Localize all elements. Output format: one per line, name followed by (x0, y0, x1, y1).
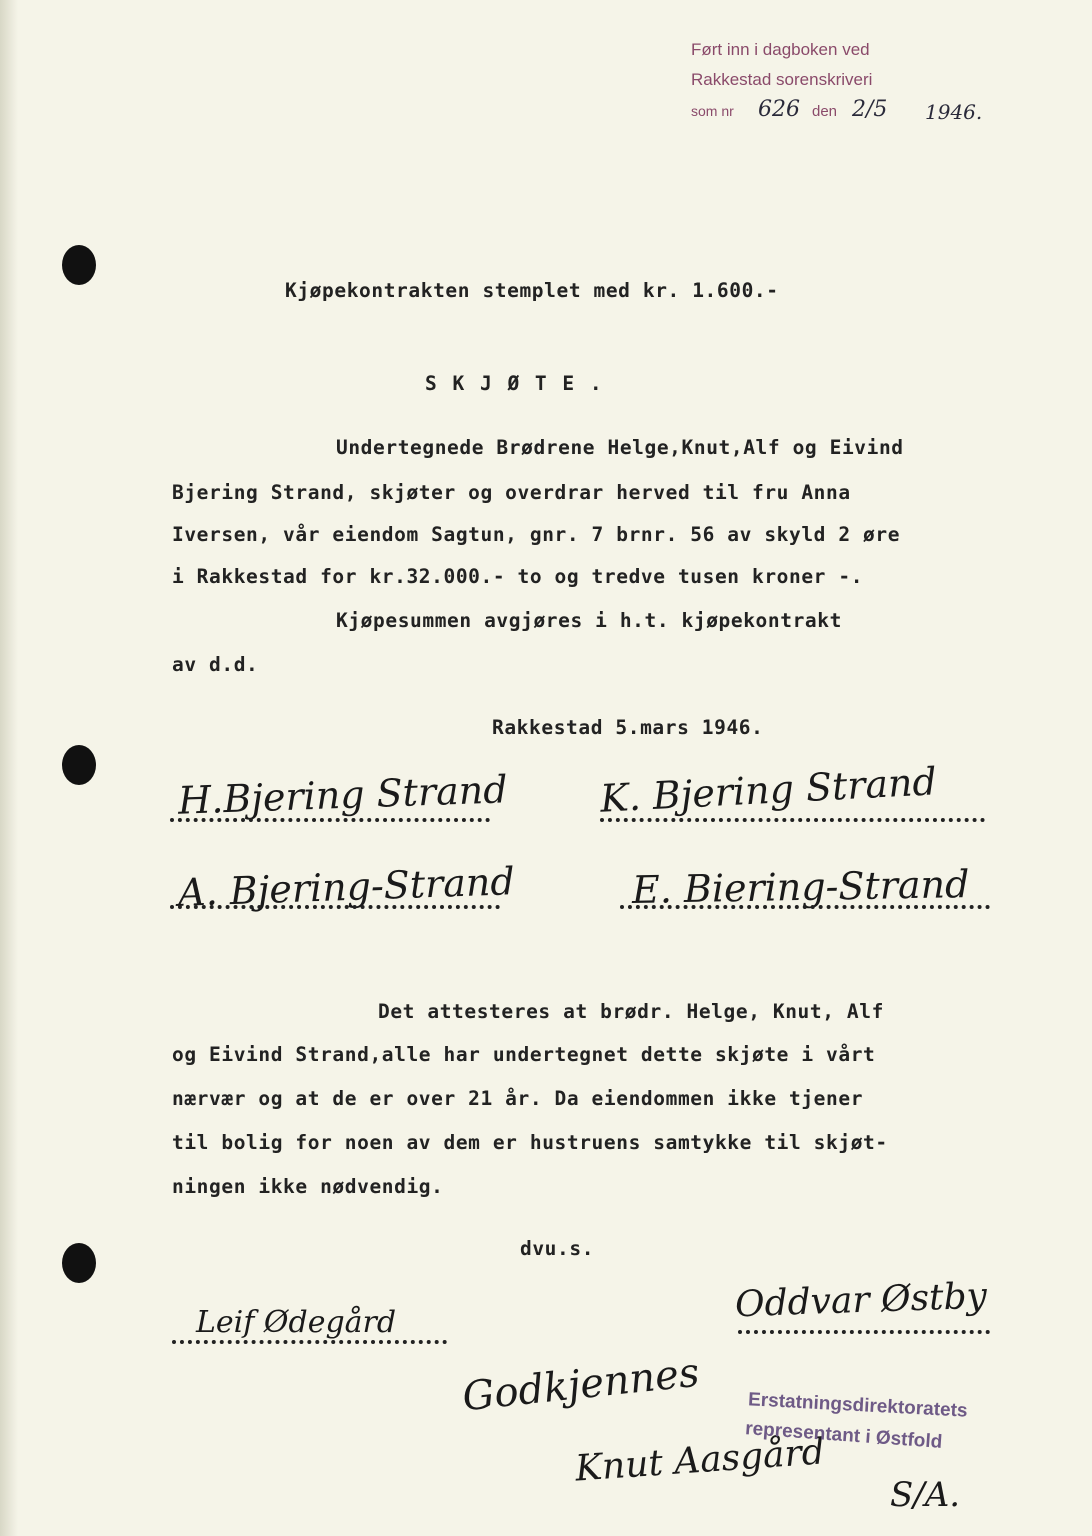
register-year: 1946. (925, 100, 983, 124)
attestation-line-1: Det attesteres at brødr. Helge, Knut, Alf (378, 1000, 884, 1023)
signature-line-2 (600, 818, 985, 822)
register-date-prefix: den (812, 103, 838, 120)
witness-line-2 (738, 1330, 990, 1334)
approval-handwriting-2: Knut Aasgård (573, 1431, 827, 1490)
register-number: 626 (758, 97, 800, 122)
attestation-line-2: og Eivind Strand,alle har undertegnet dette skjøte i vårt (172, 1043, 876, 1066)
body-line-4: i Rakkestad for kr.32.000.- to og tredve tusen kroner -. (172, 565, 864, 588)
signature-eivind: E. Biering-Strand (631, 862, 970, 912)
body-line-1: Undertegnede Brødrene Helge,Knut,Alf og Eivind (336, 436, 904, 459)
witness-line-1 (172, 1340, 447, 1344)
attestation-line-4: til bolig for noen av dem er hustruens samtykke til skjøt- (172, 1131, 888, 1154)
binder-hole-bottom (62, 1243, 96, 1283)
register-stamp-line2: Rakkestad sorenskriveri (691, 70, 873, 89)
body-line-2: Bjering Strand, skjøter og overdrar herved til fru Anna (172, 481, 851, 504)
signature-helge: H.Bjering Strand (177, 767, 509, 823)
binder-hole-middle (62, 745, 96, 785)
attestation-line-3: nærvær og at de er over 21 år. Da eiendommen ikke tjener (172, 1087, 864, 1110)
register-date: 2/5 (852, 97, 888, 122)
signature-line-4 (620, 905, 990, 909)
register-stamp-line3-prefix: som nr (691, 103, 734, 119)
signature-line-1 (170, 818, 490, 822)
page-edge-shadow (0, 0, 18, 1536)
signature-knut: K. Bjering Strand (599, 759, 938, 821)
signature-alf: A. Bjering-Strand (177, 859, 516, 915)
official-stamp-line1: Erstatningsdirektoratets (747, 1389, 969, 1422)
document-title: S K J Ø T E . (425, 372, 604, 395)
binder-hole-top (62, 245, 96, 285)
attestation-line-5: ningen ikke nødvendig. (172, 1175, 444, 1198)
closing-abbrev: dvu.s. (520, 1237, 595, 1260)
signature-line-3 (170, 905, 500, 909)
witness-signature-2: Oddvar Østby (734, 1275, 988, 1326)
body-line-3: Iversen, vår eiendom Sagtun, gnr. 7 brnr. 56 av skyld 2 øre (172, 523, 901, 546)
approval-handwriting-1: Godkjennes (460, 1349, 702, 1421)
stamp-initials: S/A. (890, 1475, 961, 1515)
official-stamp-line2: representant i Østfold (744, 1418, 943, 1453)
body-line-5: Kjøpesummen avgjøres i h.t. kjøpekontrakt (336, 609, 842, 632)
place-date: Rakkestad 5.mars 1946. (492, 716, 764, 739)
stamp-duty-note: Kjøpekontrakten stemplet med kr. 1.600.- (285, 279, 779, 302)
witness-signature-1: Leif Ødegård (196, 1305, 397, 1340)
body-line-6: av d.d. (172, 653, 259, 676)
register-stamp-line1: Ført inn i dagboken ved (691, 40, 870, 59)
